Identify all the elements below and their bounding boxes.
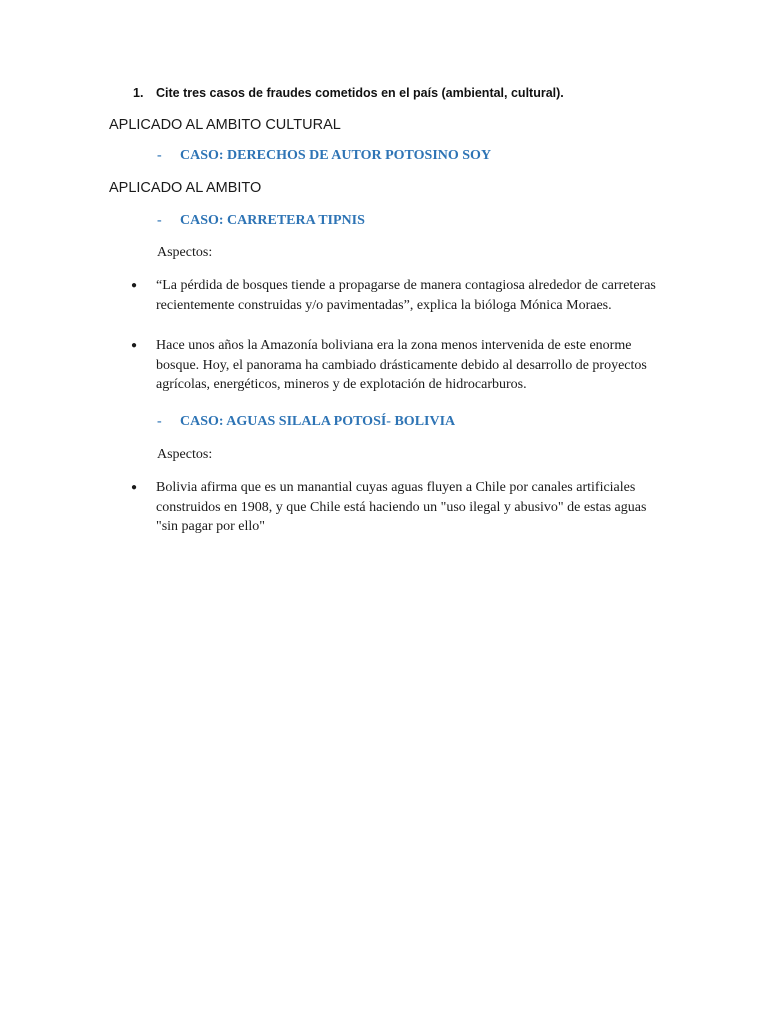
list-item — [131, 276, 661, 315]
case-dash: - — [157, 213, 162, 228]
bullet-text: “La pérdida de bosques tiende a propagarse de manera contagiosa alrededor de carreteras recientemente construidas y/o pavimentadas”, explica la bióloga Mónica Moraes. — [156, 278, 656, 313]
question-text: Cite tres casos de fraudes cometidos en el país (ambiental, cultural). — [156, 86, 564, 100]
aspectos-label: Aspectos: — [157, 245, 213, 260]
bullet-icon: ● — [131, 280, 138, 291]
bullet-text: Hace unos años la Amazonía boliviana era la zona menos intervenida de este enorme bosque. Hoy, el panorama ha cambiado drásticamente debido al desarrollo de proyectos agrícolas, energéticos, mineros y de explotación de hidrocarburos. — [156, 338, 647, 392]
case-title-text: CASO: CARRETERA TIPNIS — [180, 213, 365, 228]
case-dash: - — [157, 148, 162, 163]
bullet-icon: ● — [131, 482, 138, 493]
case-title-3 — [157, 414, 455, 430]
question-item — [133, 86, 564, 100]
bullet-icon: ● — [131, 340, 138, 351]
cultural-heading: APLICADO AL AMBITO CULTURAL — [109, 117, 341, 133]
ambito-heading: APLICADO AL AMBITO — [109, 180, 262, 196]
question-number: 1. — [133, 86, 144, 100]
list-item — [131, 336, 661, 395]
case-title-1 — [157, 148, 491, 164]
case-title-text: CASO: DERECHOS DE AUTOR POTOSINO SOY — [180, 148, 492, 163]
case-title-text: CASO: AGUAS SILALA POTOSÍ- BOLIVIA — [180, 414, 456, 429]
aspectos-label: Aspectos: — [157, 447, 213, 462]
bullet-text: Bolivia afirma que es un manantial cuyas aguas fluyen a Chile por canales artificiales construidos en 1908, y que Chile está haciendo un "uso ilegal y abusivo" de estas aguas "sin pagar por ello" — [156, 480, 647, 534]
case-dash: - — [157, 414, 162, 429]
list-item — [131, 478, 661, 537]
case-title-2 — [157, 213, 365, 229]
